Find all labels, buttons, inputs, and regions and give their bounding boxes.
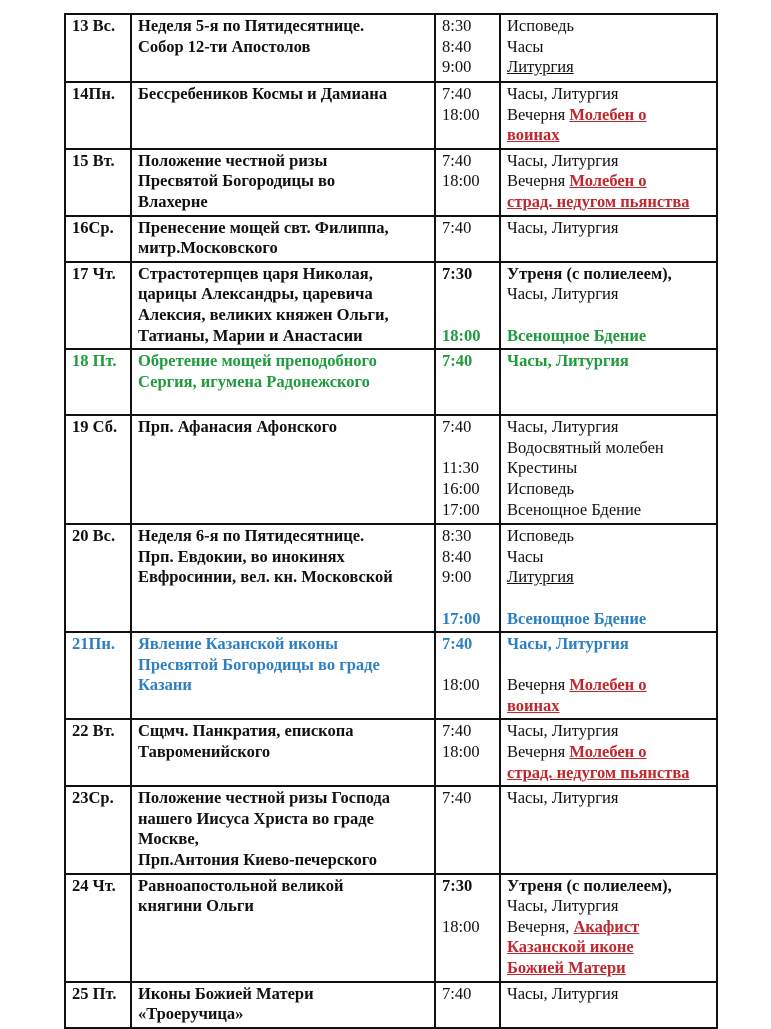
schedule-row <box>65 719 717 786</box>
time-value: 18:00 <box>442 916 480 936</box>
time-value: 9:00 <box>442 567 472 587</box>
time-value: 18:00 <box>442 171 480 191</box>
feast-line: Татианы, Марии и Анастасии <box>138 325 363 345</box>
service-item <box>507 917 710 938</box>
date-cell: 13 Вс. <box>65 14 131 82</box>
service-item <box>507 742 710 763</box>
akathist-link: Божией Матери <box>507 958 626 977</box>
feast-line: Страстотерпцев царя Николая, <box>138 263 373 283</box>
time-value: 7:40 <box>442 983 472 1003</box>
schedule-row <box>65 874 717 982</box>
feast-line: Положение честной ризы <box>138 150 328 170</box>
feast-line: Равноапостольной великой <box>138 875 344 895</box>
time-value: 18:00 <box>442 742 480 762</box>
service-item: Часы, Литургия <box>507 351 629 371</box>
feast-line: Обретение мощей преподобного <box>138 351 377 371</box>
akathist-link: Казанской иконе <box>507 937 634 957</box>
schedule-row <box>65 349 717 415</box>
service-cell <box>500 262 717 349</box>
feast-cell <box>131 719 435 786</box>
service-item: Литургия <box>507 57 574 77</box>
time-value: 17:00 <box>442 608 481 628</box>
feast-cell <box>131 415 435 524</box>
feast-line: Евфросинии, вел. кн. Московской <box>138 567 393 587</box>
schedule-row <box>65 786 717 873</box>
schedule-row <box>65 524 717 632</box>
vespers-label: Вечерня <box>507 675 566 695</box>
moleben-link: Молебен о <box>569 742 647 762</box>
service-item <box>507 675 710 696</box>
time-value: 7:40 <box>442 84 472 103</box>
schedule-row <box>65 262 717 349</box>
date-cell: 21Пн. <box>65 632 131 719</box>
time-cell <box>435 82 500 149</box>
service-cell <box>500 786 717 873</box>
time-cell <box>435 632 500 719</box>
moleben-link: страд. недугом пьянства <box>507 191 690 211</box>
schedule-row <box>65 82 717 149</box>
date-cell: 22 Вт. <box>65 719 131 786</box>
feast-cell <box>131 262 435 349</box>
feast-cell <box>131 216 435 262</box>
service-item <box>507 105 710 126</box>
feast-line: Неделя 5-я по Пятидесятнице. <box>138 16 365 35</box>
feast-line: Собор 12-ти Апостолов <box>138 36 311 56</box>
service-item: Водосвятный молебен <box>507 437 664 457</box>
feast-cell <box>131 349 435 415</box>
time-cell <box>435 719 500 786</box>
moleben-link: Молебен о <box>569 675 647 695</box>
feast-cell <box>131 82 435 149</box>
service-cell <box>500 632 717 719</box>
service-cell <box>500 719 717 786</box>
service-item: Всенощное Бдение <box>507 499 642 519</box>
time-value: 7:40 <box>442 788 472 808</box>
schedule-row <box>65 632 717 719</box>
service-item: Утреня (с полиелеем), <box>507 263 672 283</box>
service-cell <box>500 216 717 262</box>
vespers-label: Вечерня <box>507 104 566 124</box>
feast-cell <box>131 524 435 632</box>
feast-line: Неделя 6-я по Пятидесятнице. <box>138 526 365 546</box>
time-value: 7:40 <box>442 150 472 170</box>
feast-line: Алексия, великих княжен Ольги, <box>138 304 389 324</box>
feast-line: Пренесение мощей свт. Филиппа, <box>138 217 389 237</box>
time-value: 8:40 <box>442 546 472 566</box>
time-value: 18:00 <box>442 104 480 124</box>
schedule-row <box>65 415 717 524</box>
service-cell <box>500 524 717 632</box>
time-value: 8:40 <box>442 36 472 56</box>
schedule-row <box>65 149 717 216</box>
feast-line: Пресвятой Богородицы во граде <box>138 654 380 674</box>
date-cell: 16Ср. <box>65 216 131 262</box>
service-cell <box>500 149 717 216</box>
service-item: Крестины <box>507 458 578 478</box>
schedule-row <box>65 982 717 1028</box>
date-cell: 24 Чт. <box>65 874 131 982</box>
service-cell <box>500 874 717 982</box>
feast-cell <box>131 632 435 719</box>
time-value: 7:30 <box>442 875 473 895</box>
service-cell <box>500 82 717 149</box>
service-item: Часы, Литургия <box>507 217 619 237</box>
vespers-label: Вечерня, <box>507 916 570 936</box>
service-item: Литургия <box>507 567 574 587</box>
service-cell <box>500 415 717 524</box>
date-cell: 15 Вт. <box>65 149 131 216</box>
feast-line: Положение честной ризы Господа <box>138 788 390 808</box>
feast-line: Пресвятой Богородицы во <box>138 171 336 191</box>
date-cell: 17 Чт. <box>65 262 131 349</box>
time-cell <box>435 14 500 82</box>
time-value: 7:40 <box>442 217 472 237</box>
service-item: Часы, Литургия <box>507 721 619 741</box>
feast-line: Прп. Евдокии, во инокинях <box>138 546 345 566</box>
time-value: 7:40 <box>442 351 473 371</box>
time-value: 9:00 <box>442 57 472 77</box>
service-item: Исповедь <box>507 478 575 498</box>
date-cell: 14Пн. <box>65 82 131 149</box>
moleben-link: страд. недугом пьянства <box>507 762 690 782</box>
vespers-label: Вечерня <box>507 171 566 191</box>
service-item: Всенощное Бдение <box>507 608 647 628</box>
service-item: Утреня (с полиелеем), <box>507 875 672 895</box>
feast-cell <box>131 874 435 982</box>
feast-line: Тавроменийского <box>138 742 271 762</box>
time-value: 11:30 <box>442 458 479 478</box>
feast-line: Сщмч. Панкратия, епископа <box>138 721 354 741</box>
time-value: 8:30 <box>442 16 472 35</box>
service-item: Часы, Литургия <box>507 417 619 437</box>
time-value: 7:30 <box>442 263 473 283</box>
feast-line: Прп.Антония Киево-печерского <box>138 850 378 870</box>
time-cell <box>435 982 500 1028</box>
service-item: Всенощное Бдение <box>507 325 647 345</box>
feast-line: нашего Иисуса Христа во граде <box>138 808 374 828</box>
feast-line: Явление Казанской иконы <box>138 634 338 654</box>
schedule-row <box>65 216 717 262</box>
service-item: Часы, Литургия <box>507 84 619 103</box>
feast-line: Иконы Божией Матери <box>138 983 314 1003</box>
feast-line: Казани <box>138 675 192 695</box>
feast-cell <box>131 149 435 216</box>
feast-cell <box>131 786 435 873</box>
moleben-link: Молебен о <box>569 171 647 191</box>
date-cell: 25 Пт. <box>65 982 131 1028</box>
moleben-link: воинах <box>507 125 560 145</box>
schedule-row <box>65 14 717 82</box>
time-cell <box>435 149 500 216</box>
time-value: 17:00 <box>442 499 480 519</box>
feast-cell <box>131 982 435 1028</box>
feast-line: «Троеручица» <box>138 1004 244 1024</box>
feast-line: Прп. Афанасия Афонского <box>138 417 338 437</box>
date-cell: 23Ср. <box>65 786 131 873</box>
schedule-table <box>64 13 718 1029</box>
service-item: Часы, Литургия <box>507 896 619 916</box>
time-cell <box>435 262 500 349</box>
service-item: Часы <box>507 36 544 56</box>
service-item <box>507 171 710 192</box>
time-value: 16:00 <box>442 478 480 498</box>
service-item: Часы <box>507 546 544 566</box>
service-cell <box>500 14 717 82</box>
feast-line: княгини Ольги <box>138 896 254 916</box>
service-item: Часы, Литургия <box>507 788 619 808</box>
service-item: Часы, Литургия <box>507 634 629 654</box>
time-value: 7:40 <box>442 721 472 741</box>
service-cell <box>500 982 717 1028</box>
moleben-link: Молебен о <box>569 104 647 124</box>
feast-line: Влахерне <box>138 191 208 211</box>
time-cell <box>435 786 500 873</box>
time-value: 7:40 <box>442 417 472 437</box>
time-value: 18:00 <box>442 325 481 345</box>
feast-line: Бессребеников Космы и Дамиана <box>138 84 388 103</box>
service-item: Исповедь <box>507 526 575 546</box>
time-cell <box>435 874 500 982</box>
feast-line: царицы Александры, царевича <box>138 284 373 304</box>
time-cell <box>435 524 500 632</box>
date-cell: 20 Вс. <box>65 524 131 632</box>
feast-line: Сергия, игумена Радонежского <box>138 371 370 391</box>
feast-cell <box>131 14 435 82</box>
date-cell: 19 Сб. <box>65 415 131 524</box>
feast-line: митр.Московского <box>138 238 278 258</box>
date-cell: 18 Пт. <box>65 349 131 415</box>
akathist-link: Акафист <box>573 916 640 936</box>
service-cell <box>500 349 717 415</box>
service-item: Часы, Литургия <box>507 284 619 304</box>
moleben-link: воинах <box>507 695 560 715</box>
time-value: 8:30 <box>442 526 472 546</box>
service-item: Часы, Литургия <box>507 150 619 170</box>
service-item: Исповедь <box>507 16 575 35</box>
time-cell <box>435 349 500 415</box>
vespers-label: Вечерня <box>507 742 566 762</box>
service-item: Часы, Литургия <box>507 983 619 1003</box>
time-cell <box>435 415 500 524</box>
feast-line: Москве, <box>138 829 199 849</box>
time-value: 7:40 <box>442 634 473 654</box>
time-value: 18:00 <box>442 675 480 695</box>
time-cell <box>435 216 500 262</box>
